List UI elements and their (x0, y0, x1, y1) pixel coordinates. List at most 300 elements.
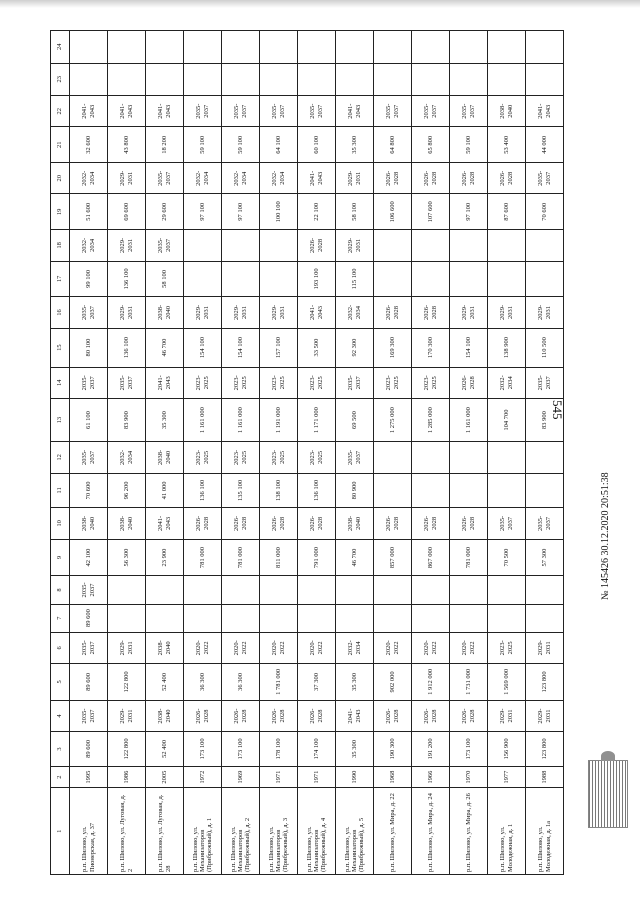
table-cell: 2038-2040 (146, 700, 184, 731)
table-cell (298, 31, 336, 64)
table-row (70, 31, 108, 875)
header-cell: 4 (51, 700, 70, 731)
table-cell (450, 576, 488, 604)
table-cell: 2026-2028 (184, 700, 222, 731)
header-cell: 12 (51, 442, 70, 473)
table-cell: 2029-2031 (108, 632, 146, 663)
table-cell (70, 63, 108, 95)
table-cell (184, 261, 222, 297)
header-cell: 23 (51, 63, 70, 95)
header-cell: 19 (51, 194, 70, 230)
table-cell: 80 100 (70, 328, 108, 367)
table-cell (526, 473, 564, 508)
table-cell (298, 576, 336, 604)
table-cell: 867 000 (412, 539, 450, 576)
table-cell: 2020-2022 (374, 632, 412, 663)
document-footer-number: № 145426 30.12.2020 20:51:38 (600, 472, 611, 600)
table-cell: 2032-2034 (184, 163, 222, 194)
table-row (488, 31, 526, 875)
table-cell (146, 31, 184, 64)
table-cell: 2026-2028 (260, 508, 298, 539)
table-cell: 2026-2028 (374, 700, 412, 731)
table-cell (412, 230, 450, 261)
table-cell (336, 63, 374, 95)
table-cell: 2026-2028 (412, 508, 450, 539)
table-cell (374, 63, 412, 95)
table-cell (488, 31, 526, 64)
table-cell: 1968 (374, 766, 412, 788)
header-cell: 6 (51, 632, 70, 663)
table-cell: 58 100 (146, 261, 184, 297)
table-cell: 2026-2028 (374, 508, 412, 539)
table-cell (488, 261, 526, 297)
table-cell: 1 731 000 (450, 664, 488, 701)
table-cell: 2026-2028 (260, 700, 298, 731)
address-cell: р.п. Шилово, ул. Механизаторов (Прибрежный), д. 1 (184, 788, 222, 875)
address-cell: р.п. Шилово, ул. Молодежная, д. 1 (488, 788, 526, 875)
table-cell: 123 800 (526, 664, 564, 701)
table-cell: 35 300 (146, 398, 184, 441)
table-cell (412, 261, 450, 297)
table-cell: 781 000 (450, 539, 488, 576)
table-cell (70, 31, 108, 64)
header-cell: 7 (51, 604, 70, 632)
table-cell: 2026-2028 (450, 508, 488, 539)
table-row (260, 31, 298, 875)
table-cell: 89 600 (70, 732, 108, 767)
table-cell: 97 100 (222, 194, 260, 230)
table-cell (488, 230, 526, 261)
table-cell: 122 800 (108, 732, 146, 767)
table-cell: 2023-2025 (298, 367, 336, 398)
table-cell (260, 63, 298, 95)
header-cell: 3 (51, 732, 70, 767)
table-cell: 1988 (526, 766, 564, 788)
table-cell: 100 100 (260, 194, 298, 230)
table-cell: 2035-2037 (222, 96, 260, 127)
table-cell: 83 900 (108, 398, 146, 441)
table-cell: 110 500 (526, 328, 564, 367)
repair-schedule-table (50, 30, 564, 875)
table-row (222, 31, 260, 875)
table-cell (450, 442, 488, 473)
table-cell: 59 100 (222, 127, 260, 163)
table-cell: 2041-2043 (526, 96, 564, 127)
table-cell: 135 100 (222, 473, 260, 508)
table-cell: 2026-2028 (412, 700, 450, 731)
table-cell: 2026-2028 (298, 700, 336, 731)
table-cell: 2032-2034 (70, 163, 108, 194)
table-cell: 92 300 (336, 328, 374, 367)
table-cell: 59 100 (450, 127, 488, 163)
table-cell (412, 576, 450, 604)
table-cell (488, 63, 526, 95)
page-number: 545 (550, 400, 565, 420)
table-cell: 2023-2025 (222, 442, 260, 473)
table-cell: 2026-2028 (412, 163, 450, 194)
table-cell (298, 63, 336, 95)
table-cell: 2041-2043 (298, 163, 336, 194)
table-cell: 97 100 (184, 194, 222, 230)
table-cell (146, 604, 184, 632)
table-cell: 58 100 (336, 194, 374, 230)
table-cell (450, 261, 488, 297)
table-cell: 52 400 (146, 664, 184, 701)
table-cell: 64 100 (260, 127, 298, 163)
address-cell: р.п. Шилово, ул. Механизаторов (Прибрежный), д. 5 (336, 788, 374, 875)
table-row (184, 31, 222, 875)
table-cell: 2023-2025 (298, 442, 336, 473)
table-cell: 2041-2043 (336, 700, 374, 731)
table-cell: 2029-2031 (108, 230, 146, 261)
table-cell: 154 100 (184, 328, 222, 367)
header-cell: 8 (51, 576, 70, 604)
table-cell (222, 63, 260, 95)
table-cell: 2032-2034 (488, 367, 526, 398)
table-cell: 1969 (222, 766, 260, 788)
table-row (298, 31, 336, 875)
table-cell: 2026-2028 (298, 508, 336, 539)
table-cell: 2029-2031 (488, 700, 526, 731)
table-cell: 37 300 (298, 664, 336, 701)
table-cell: 1977 (488, 766, 526, 788)
table-cell: 170 300 (412, 328, 450, 367)
table-cell: 1971 (298, 766, 336, 788)
table-cell: 83 900 (526, 398, 564, 441)
table-cell: 99 100 (70, 261, 108, 297)
table-cell: 32 600 (70, 127, 108, 163)
address-cell: р.п. Шилово, ул. Механизаторов (Прибрежный), д. 4 (298, 788, 336, 875)
table-cell (450, 230, 488, 261)
table-cell (146, 63, 184, 95)
table-cell: 2035-2037 (374, 96, 412, 127)
table-cell: 36 300 (222, 664, 260, 701)
table-cell: 191 200 (412, 732, 450, 767)
header-cell: 16 (51, 297, 70, 328)
table-cell: 29 600 (146, 194, 184, 230)
table-cell: 2035-2037 (526, 367, 564, 398)
address-cell: р.п. Шилово, ул. Механизаторов (Прибрежный), д. 2 (222, 788, 260, 875)
table-cell: 2026-2028 (450, 367, 488, 398)
table-cell (260, 230, 298, 261)
header-cell: 24 (51, 31, 70, 64)
table-cell: 2041-2043 (146, 508, 184, 539)
table-cell (260, 31, 298, 64)
table-cell (184, 604, 222, 632)
table-cell (260, 576, 298, 604)
table-cell (222, 230, 260, 261)
table-cell (336, 576, 374, 604)
table-cell: 2035-2037 (70, 576, 108, 604)
table-body (51, 31, 564, 875)
table-cell: 173 100 (184, 732, 222, 767)
table-cell: 2020-2022 (260, 632, 298, 663)
table-cell: 44 000 (526, 127, 564, 163)
table-cell: 157 100 (260, 328, 298, 367)
address-cell: р.п. Шилово, ул. Мира, д. 26 (450, 788, 488, 875)
table-cell (488, 604, 526, 632)
table-cell: 1 569 000 (488, 664, 526, 701)
table-cell: 1 781 000 (260, 664, 298, 701)
table-cell (526, 230, 564, 261)
table-cell: 123 800 (526, 732, 564, 767)
table-cell: 2029-2031 (222, 297, 260, 328)
table-cell (412, 31, 450, 64)
table-cell: 2041-2043 (146, 96, 184, 127)
table-row (526, 31, 564, 875)
table-cell: 64 800 (374, 127, 412, 163)
table-cell: 89 600 (70, 604, 108, 632)
table-cell (374, 442, 412, 473)
table-cell: 2026-2028 (374, 163, 412, 194)
header-cell: 1 (51, 788, 70, 875)
table-cell: 2023-2025 (222, 367, 260, 398)
scan-edge (0, 0, 640, 8)
table-cell: 173 100 (450, 732, 488, 767)
table-cell: 2020-2022 (184, 632, 222, 663)
table-cell: 1972 (184, 766, 222, 788)
address-cell: р.п. Шилово, ул. Луговая, д. 28 (146, 788, 184, 875)
table-cell: 2032-2034 (260, 163, 298, 194)
table-cell: 154 100 (450, 328, 488, 367)
document-stamp (588, 760, 628, 828)
table-cell: 2026-2028 (298, 230, 336, 261)
table-cell: 2026-2028 (450, 163, 488, 194)
table-cell: 69 600 (108, 194, 146, 230)
table-cell (412, 442, 450, 473)
table-cell: 115 100 (336, 261, 374, 297)
table-cell: 2020-2022 (450, 632, 488, 663)
header-cell: 15 (51, 328, 70, 367)
table-cell (374, 473, 412, 508)
table-cell: 2035-2037 (298, 96, 336, 127)
table-cell: 2026-2028 (450, 700, 488, 731)
table-cell: 1 161 000 (184, 398, 222, 441)
table-cell: 178 100 (260, 732, 298, 767)
table-cell: 2020-2022 (298, 632, 336, 663)
table-cell: 53 400 (488, 127, 526, 163)
header-cell: 14 (51, 367, 70, 398)
table-cell: 122 800 (108, 664, 146, 701)
table-cell: 136 100 (108, 328, 146, 367)
table-cell: 43 800 (108, 127, 146, 163)
header-cell: 11 (51, 473, 70, 508)
table-cell: 1966 (412, 766, 450, 788)
header-cell: 18 (51, 230, 70, 261)
table-cell: 104 700 (488, 398, 526, 441)
table-cell: 2038-2040 (70, 508, 108, 539)
table-cell: 811 000 (260, 539, 298, 576)
table-cell: 136 100 (108, 261, 146, 297)
address-cell: р.п. Шилово, ул. Луговая, д. 2 (108, 788, 146, 875)
table-cell (488, 473, 526, 508)
table-cell: 136 100 (184, 473, 222, 508)
table-cell: 1 161 000 (222, 398, 260, 441)
table-cell: 2035-2037 (70, 632, 108, 663)
table-cell (108, 576, 146, 604)
rotated-table-container (50, 30, 564, 875)
table-cell: 2026-2028 (412, 297, 450, 328)
table-cell (488, 442, 526, 473)
table-cell: 52 400 (146, 732, 184, 767)
table-cell: 2029-2031 (108, 163, 146, 194)
table-cell: 2035-2037 (70, 367, 108, 398)
table-cell: 60 100 (298, 127, 336, 163)
table-cell: 70 500 (488, 539, 526, 576)
table-cell: 1 285 000 (412, 398, 450, 441)
table-cell: 2035-2037 (184, 96, 222, 127)
address-cell: р.п. Шилово, ул. Механизаторов (Прибрежный), д. 3 (260, 788, 298, 875)
table-cell (336, 31, 374, 64)
table-cell (374, 261, 412, 297)
table-cell (374, 31, 412, 64)
table-cell: 2038-2040 (146, 297, 184, 328)
table-cell: 35 300 (336, 664, 374, 701)
table-cell: 2026-2028 (184, 508, 222, 539)
table-cell: 96 200 (108, 473, 146, 508)
table-cell: 193 100 (298, 261, 336, 297)
table-cell (222, 31, 260, 64)
table-cell: 2026-2028 (222, 508, 260, 539)
table-cell (260, 261, 298, 297)
table-cell: 169 300 (374, 328, 412, 367)
table-row (336, 31, 374, 875)
table-cell: 36 300 (184, 664, 222, 701)
table-cell (146, 576, 184, 604)
table-cell: 2035-2037 (488, 508, 526, 539)
address-cell: р.п. Шилово, ул. Мира, д. 22 (374, 788, 412, 875)
table-cell: 97 100 (450, 194, 488, 230)
table-cell: 2041-2043 (108, 96, 146, 127)
table-cell: 2023-2025 (260, 367, 298, 398)
table-cell (222, 261, 260, 297)
table-cell (526, 261, 564, 297)
header-cell: 20 (51, 163, 70, 194)
table-row (450, 31, 488, 875)
table-cell: 2026-2028 (374, 297, 412, 328)
table-cell: 2023-2025 (184, 367, 222, 398)
table-cell: 89 600 (70, 664, 108, 701)
table-cell (526, 604, 564, 632)
table-cell (108, 63, 146, 95)
table-cell: 2038-2040 (108, 508, 146, 539)
header-cell: 9 (51, 539, 70, 576)
table-cell: 107 600 (412, 194, 450, 230)
crest-icon (601, 751, 615, 761)
table-cell: 35 300 (336, 127, 374, 163)
table-cell: 2029-2031 (526, 632, 564, 663)
table-cell (526, 576, 564, 604)
header-cell: 10 (51, 508, 70, 539)
address-cell: р.п. Шилово, ул. Молодежная, д. 1а (526, 788, 564, 875)
table-cell: 2035-2037 (260, 96, 298, 127)
table-cell: 2029-2031 (526, 700, 564, 731)
header-cell: 17 (51, 261, 70, 297)
table-row (146, 31, 184, 875)
table-cell: 2026-2028 (222, 700, 260, 731)
header-cell: 2 (51, 766, 70, 788)
table-cell (450, 63, 488, 95)
table-cell: 190 300 (374, 732, 412, 767)
table-cell: 1 191 000 (260, 398, 298, 441)
table-cell (184, 63, 222, 95)
table-cell: 65 800 (412, 127, 450, 163)
table-cell: 791 000 (298, 539, 336, 576)
table-cell: 2032-2034 (336, 632, 374, 663)
table-cell: 2035-2037 (412, 96, 450, 127)
table-cell: 1 912 000 (412, 664, 450, 701)
table-cell: 2038-2040 (146, 442, 184, 473)
table-cell: 46 700 (336, 539, 374, 576)
table-cell: 22 100 (298, 194, 336, 230)
table-cell: 1990 (336, 766, 374, 788)
table-cell: 41 000 (146, 473, 184, 508)
table-cell: 2038-2040 (488, 96, 526, 127)
table-cell (184, 230, 222, 261)
table-cell: 857 000 (374, 539, 412, 576)
table-cell: 2029-2031 (526, 297, 564, 328)
table-cell: 23 900 (146, 539, 184, 576)
table-cell: 2035-2037 (70, 700, 108, 731)
table-cell: 902 000 (374, 664, 412, 701)
table-cell: 1 161 000 (450, 398, 488, 441)
table-cell (374, 604, 412, 632)
table-cell: 2029-2031 (336, 230, 374, 261)
table-cell: 2035-2037 (108, 367, 146, 398)
table-cell: 2023-2025 (374, 367, 412, 398)
table-cell: 2035-2037 (450, 96, 488, 127)
table-cell: 2032-2034 (222, 163, 260, 194)
header-cell: 21 (51, 127, 70, 163)
table-cell: 18 200 (146, 127, 184, 163)
table-cell: 87 600 (488, 194, 526, 230)
table-cell: 1971 (260, 766, 298, 788)
table-cell: 33 500 (298, 328, 336, 367)
table-cell: 42 100 (70, 539, 108, 576)
table-cell (450, 473, 488, 508)
table-cell: 57 300 (526, 539, 564, 576)
table-cell: 2023-2025 (260, 442, 298, 473)
table-cell: 51 600 (70, 194, 108, 230)
table-cell: 2029-2031 (184, 297, 222, 328)
address-cell: р.п. Шилово, ул. Мира, д. 24 (412, 788, 450, 875)
table-cell: 2032-2034 (70, 230, 108, 261)
table-cell: 2029-2031 (260, 297, 298, 328)
table-cell (222, 576, 260, 604)
table-cell (108, 604, 146, 632)
table-cell: 1995 (70, 766, 108, 788)
table-cell: 2029-2031 (108, 700, 146, 731)
table-cell: 2035-2037 (336, 367, 374, 398)
table-cell (184, 31, 222, 64)
table-cell (222, 604, 260, 632)
table-cell: 2041-2043 (70, 96, 108, 127)
table-row (108, 31, 146, 875)
table-cell: 2035-2037 (146, 163, 184, 194)
table-cell: 2035-2037 (146, 230, 184, 261)
table-cell (412, 473, 450, 508)
table-cell: 2029-2031 (488, 297, 526, 328)
table-cell: 156 900 (488, 732, 526, 767)
table-cell (412, 604, 450, 632)
table-cell (374, 230, 412, 261)
header-cell: 5 (51, 664, 70, 701)
table-cell (298, 604, 336, 632)
table-cell: 2032-2034 (108, 442, 146, 473)
table-cell (526, 31, 564, 64)
table-cell: 781 000 (184, 539, 222, 576)
table-cell (450, 604, 488, 632)
